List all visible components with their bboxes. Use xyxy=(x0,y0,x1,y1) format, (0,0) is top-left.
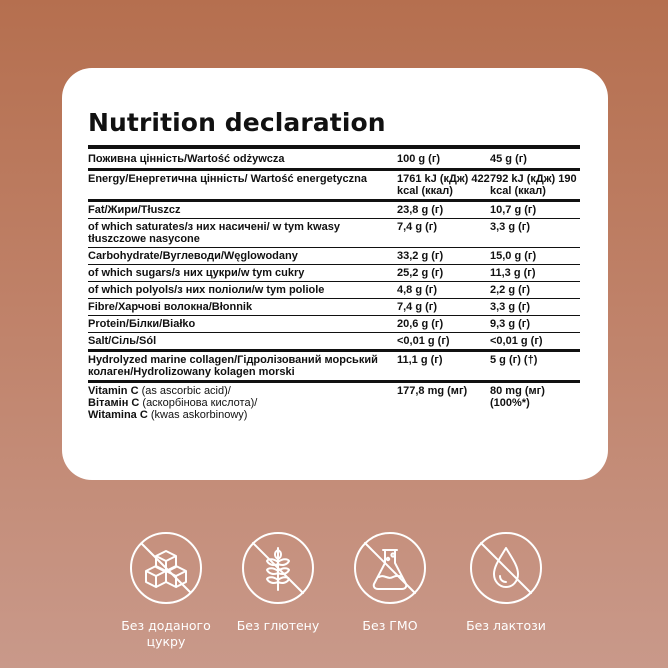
row-value-45g: 9,3 g (г) xyxy=(490,318,531,330)
feature-no-gluten xyxy=(218,530,338,634)
row-value-100g: 23,8 g (г) xyxy=(397,204,444,216)
row-value-45g: 792 kJ (кДж) 190 kcal (ккал) xyxy=(490,173,577,197)
row-value-100g: 20,6 g (г) xyxy=(397,318,444,330)
row-value-45g: 80 mg (мг) (100%*) xyxy=(490,385,545,409)
row-label: Carbohydrate/Вуглеводи/Węglowodany xyxy=(88,250,298,262)
row-label: of which sugars/з них цукри/w tym cukry xyxy=(88,267,305,279)
flask-icon xyxy=(352,530,428,606)
feature-label: Без доданого цукру xyxy=(121,618,211,649)
row-value-100g: 7,4 g (г) xyxy=(397,221,438,233)
row-value-100g: 4,8 g (г) xyxy=(397,284,438,296)
row-value-100g: 11,1 g (г) xyxy=(397,354,443,366)
nutrition-title: Nutrition declaration xyxy=(88,108,386,137)
row-value-100g: 1761 kJ (кДж) 422 kcal (ккал) xyxy=(397,173,490,197)
feature-no-gmo xyxy=(330,530,450,634)
vitamin-label-pl: Witamina C xyxy=(88,409,148,421)
vitamin-label-en: Vitamin C xyxy=(88,385,139,397)
table-row xyxy=(88,333,580,351)
row-label xyxy=(88,382,397,424)
table-header-row xyxy=(88,147,580,170)
table-row xyxy=(88,351,580,382)
header-col-45g: 45 g (г) xyxy=(490,153,527,165)
vitamin-label-en-note: (as ascorbic acid)/ xyxy=(138,385,231,397)
row-label: Energy/Енергетична цінність/ Wartość energetyczna xyxy=(88,173,367,185)
row-value-100g: <0,01 g (г) xyxy=(397,335,450,347)
row-value-100g: 33,2 g (г) xyxy=(397,250,444,262)
row-label: Fat/Жири/Tłuszcz xyxy=(88,204,181,216)
row-label: Salt/Сіль/Sól xyxy=(88,335,157,347)
drop-icon xyxy=(468,530,544,606)
row-value-100g: 25,2 g (г) xyxy=(397,267,444,279)
row-label: Protein/Білки/Białko xyxy=(88,318,196,330)
nutrition-card xyxy=(62,68,608,480)
header-col-100g: 100 g (г) xyxy=(397,153,441,165)
table-row xyxy=(88,219,580,248)
table-row xyxy=(88,316,580,333)
row-value-45g: <0,01 g (г) xyxy=(490,335,543,347)
sugar-cubes-icon xyxy=(128,530,204,606)
feature-icons xyxy=(0,530,668,660)
feature-label: Без лактози xyxy=(466,618,546,633)
vitamin-label-uk: Вітамін С xyxy=(88,397,140,409)
vitamin-label-pl-note: (kwas askorbinowy) xyxy=(147,409,248,421)
table-row xyxy=(88,265,580,282)
row-label: of which saturates/з них насичені/ w tym kwasy tłuszczowe nasycone xyxy=(88,221,340,245)
row-value-45g: 2,2 g (г) xyxy=(490,284,531,296)
vitamin-label-uk-note: (аскорбінова кислота)/ xyxy=(139,397,258,409)
row-value-100g: 7,4 g (г) xyxy=(397,301,438,313)
table-row xyxy=(88,248,580,265)
feature-no-sugar xyxy=(106,530,226,650)
feature-label: Без ГМО xyxy=(362,618,418,633)
row-value-45g: 11,3 g (г) xyxy=(490,267,536,279)
table-row-vitamin xyxy=(88,382,580,424)
row-value-45g: 3,3 g (г) xyxy=(490,221,531,233)
row-value-45g: 3,3 g (г) xyxy=(490,301,531,313)
table-row xyxy=(88,201,580,219)
row-label: Fibre/Харчові волокна/Błonnik xyxy=(88,301,253,313)
table-row xyxy=(88,170,580,201)
row-label: of which polyols/з них поліоли/w tym poliole xyxy=(88,284,325,296)
feature-label: Без глютену xyxy=(236,618,320,633)
feature-no-lactose xyxy=(446,530,566,634)
table-row xyxy=(88,282,580,299)
row-value-100g: 177,8 mg (мг) xyxy=(397,385,468,397)
row-value-45g: 10,7 g (г) xyxy=(490,204,537,216)
nutrition-table xyxy=(88,145,580,423)
header-label: Поживна цінність/Wartość odżywcza xyxy=(88,153,285,165)
row-value-45g: 5 g (г) (†) xyxy=(490,354,538,366)
row-value-45g: 15,0 g (г) xyxy=(490,250,537,262)
wheat-icon xyxy=(240,530,316,606)
row-label: Hydrolyzed marine collagen/Гідролізований морський колаген/Hydrolizowany kolagen morski xyxy=(88,354,378,378)
table-row xyxy=(88,299,580,316)
